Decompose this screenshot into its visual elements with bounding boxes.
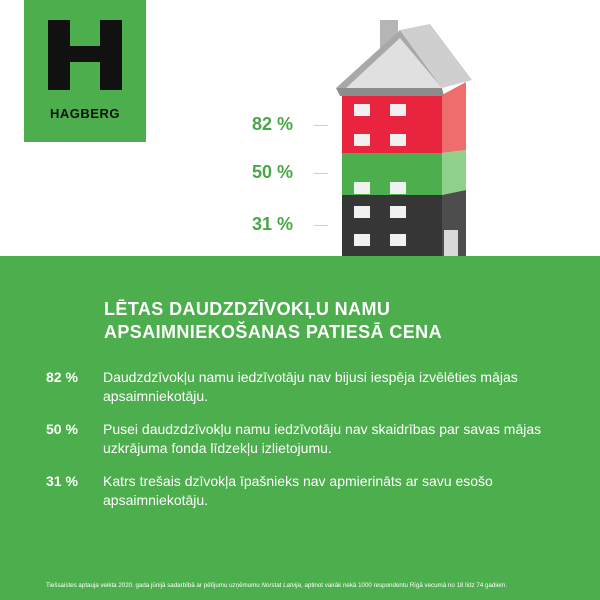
red-floor-side <box>442 82 466 153</box>
window <box>390 182 406 194</box>
roof-eave <box>336 88 444 96</box>
floor-percent-50: 50 % <box>252 162 294 182</box>
hagberg-logo <box>24 0 146 142</box>
window <box>390 206 406 218</box>
window <box>354 182 370 194</box>
heading-line-2: APSAIMNIEKOŠANAS PATIESĀ CENA <box>104 322 442 342</box>
info-panel <box>0 256 600 600</box>
stat-text: Katrs trešais dzīvokļa īpašnieks nav apmierināts ar savu esošo apsaimniekotāju. <box>103 473 493 508</box>
stat-text: Daudzdzīvokļu namu iedzīvotāju nav bijusi iespēja izvēlēties mājas apsaimniekotāju. <box>103 369 518 404</box>
window <box>354 234 370 246</box>
brand-name: HAGBERG <box>50 106 120 121</box>
green-floor-side <box>442 150 466 195</box>
floor-percent-31: 31 % <box>252 214 294 234</box>
window <box>390 104 406 116</box>
footnote-text: Tiešsaistes aptauja veikta 2020. gada jūnijā sadarbībā ar pētījumu uzņēmumu <box>46 582 262 589</box>
window <box>354 104 370 116</box>
window <box>390 134 406 146</box>
footnote-text-end: , aptinot vairāk nekā 1000 respondentu Rīgā vecumā no 18 līdz 74 gadiem. <box>301 582 508 589</box>
window <box>354 206 370 218</box>
stat-percent: 82 % <box>46 369 78 385</box>
building-illustration <box>326 20 506 272</box>
footnote-company: Norstat Latvija <box>261 582 301 589</box>
window <box>354 134 370 146</box>
panel-heading <box>104 298 544 344</box>
footnote <box>46 582 566 589</box>
heading-line-1: LĒTAS DAUDZDZĪVOKĻU NAMU <box>104 299 391 319</box>
stat-percent: 31 % <box>46 473 78 489</box>
stat-percent: 50 % <box>46 421 78 437</box>
window <box>390 234 406 246</box>
floor-percent-82: 82 % <box>252 114 294 134</box>
stat-text: Pusei daudzdzīvokļu namu iedzīvotāju nav skaidrības par savas mājas uzkrājuma fonda līdzekļu izlietojumu. <box>103 421 542 456</box>
h-letter-icon <box>48 20 122 90</box>
